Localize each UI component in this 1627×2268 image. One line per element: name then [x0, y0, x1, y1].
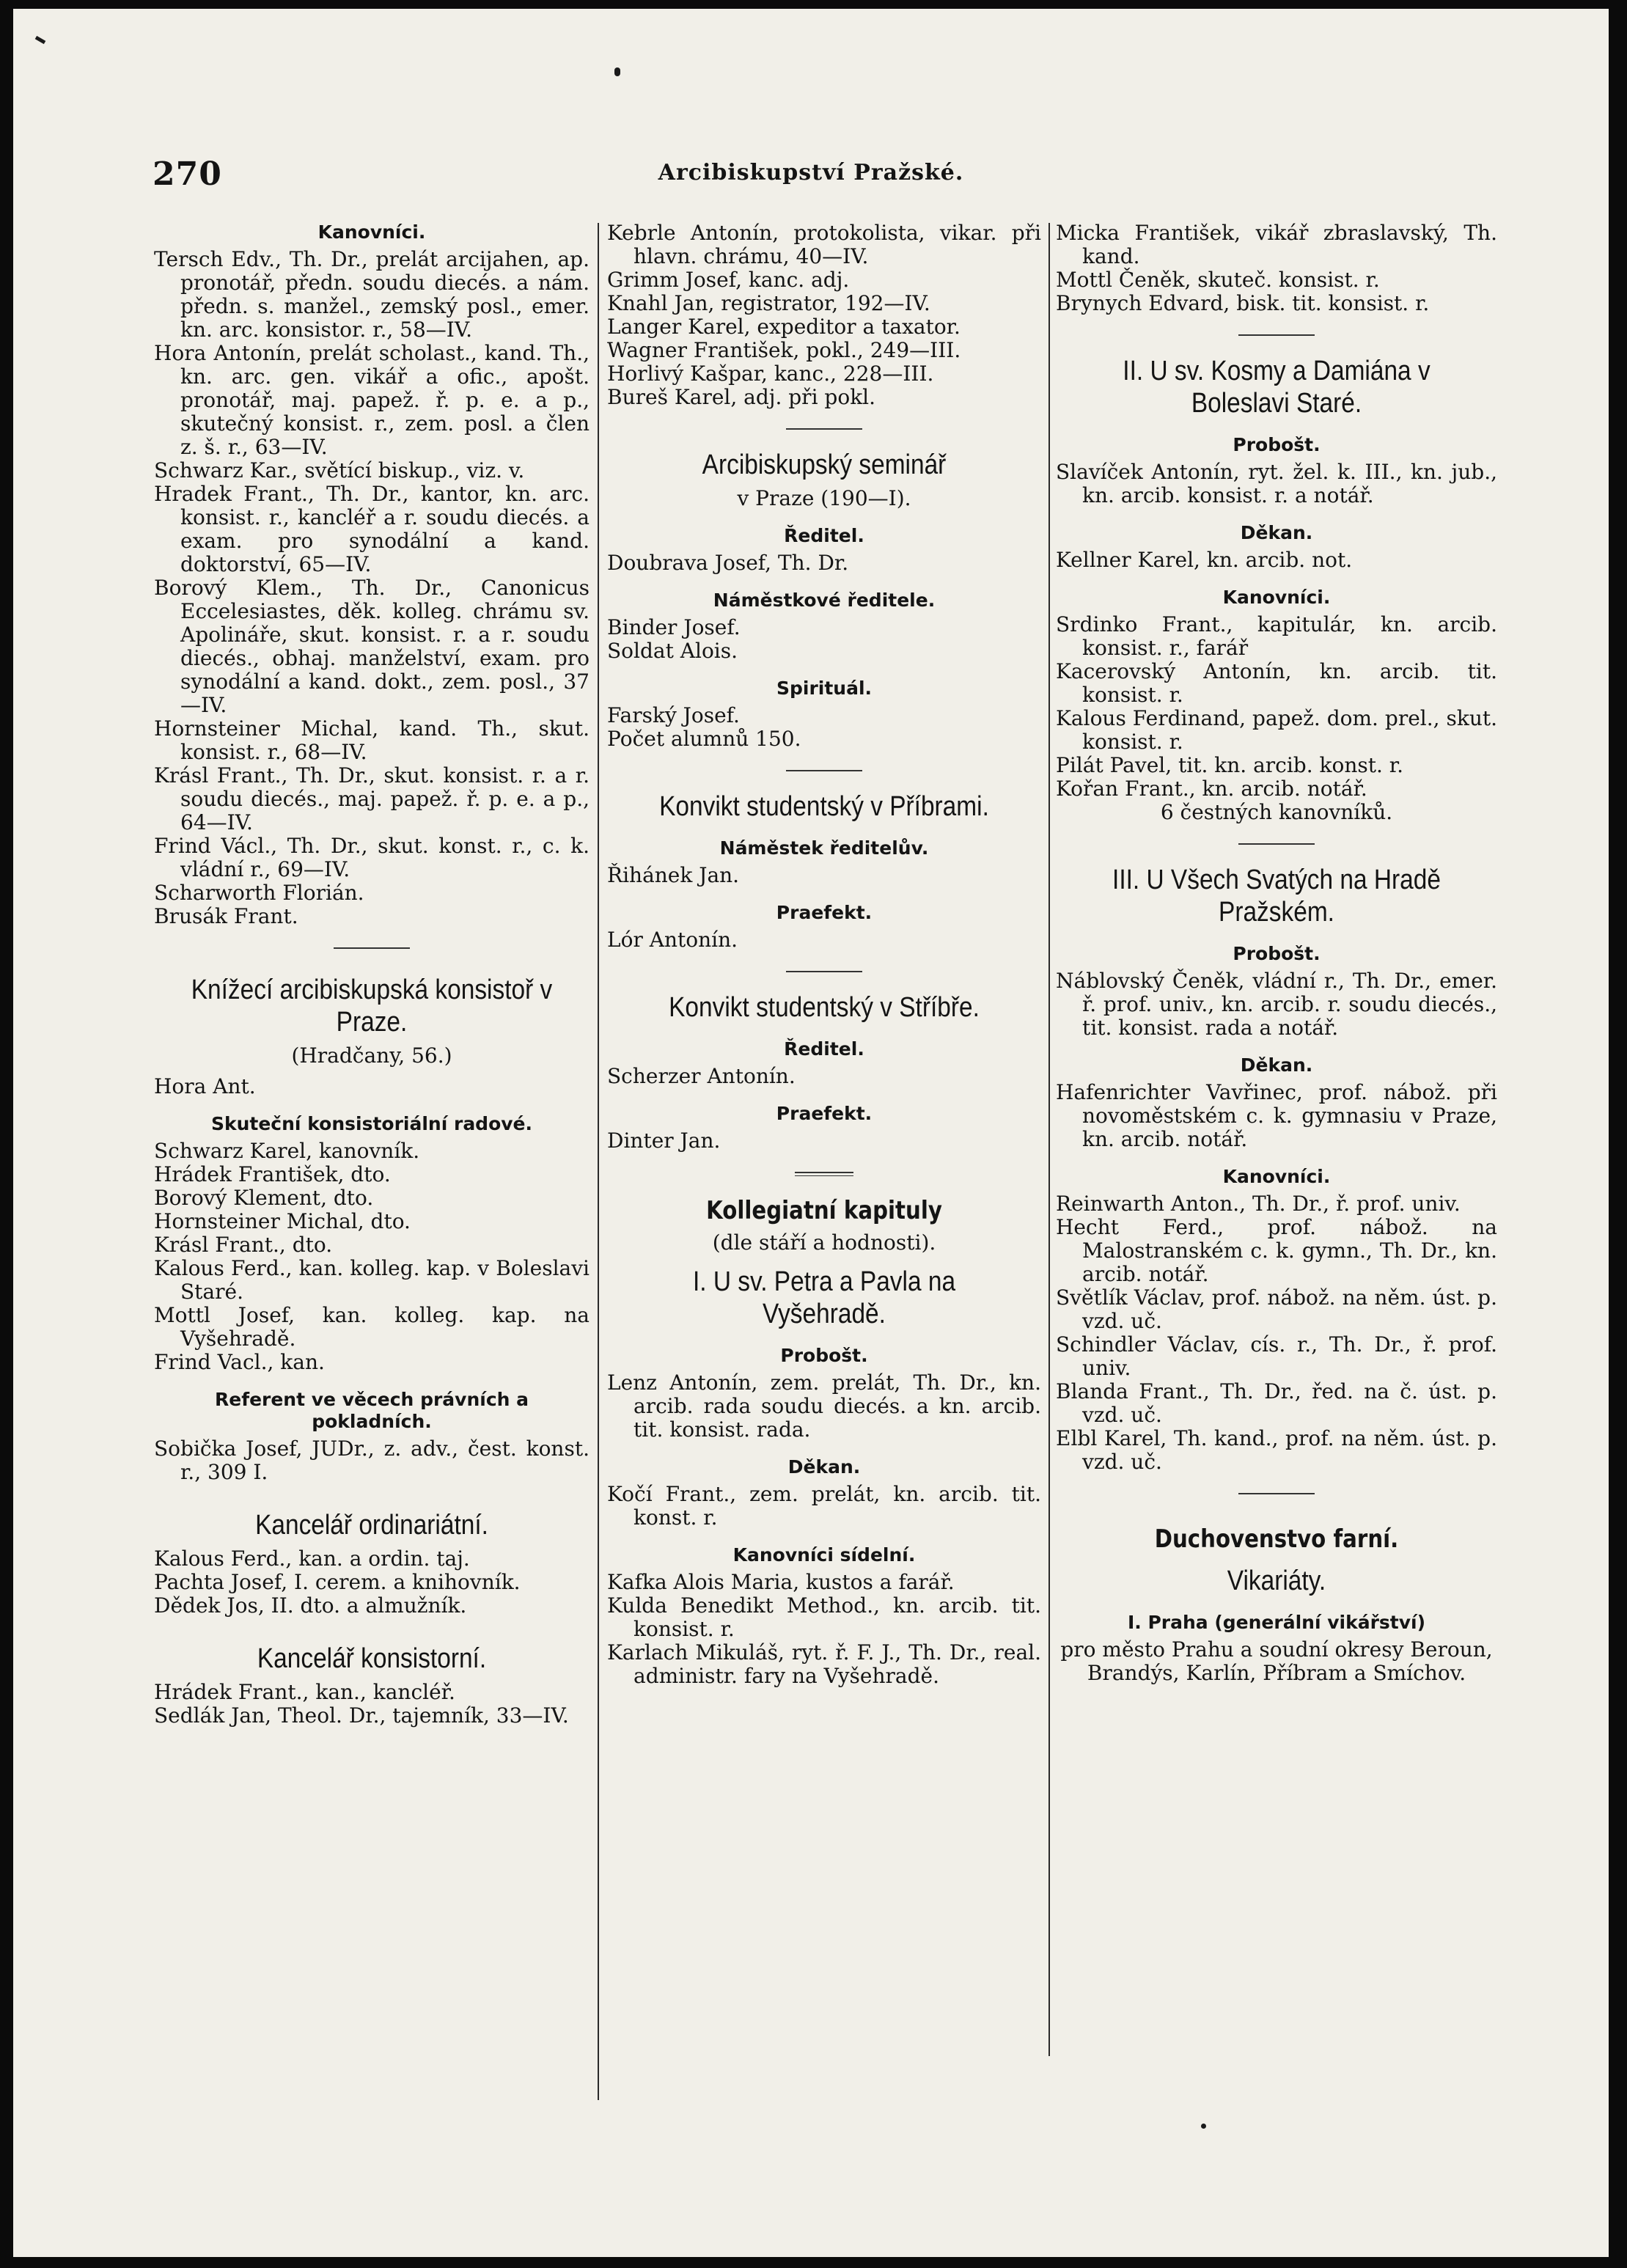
list-item: Scharworth Florián.	[154, 881, 364, 905]
chapter-title: II. U sv. Kosmy a Damiána v Boleslavi Staré.	[1123, 356, 1430, 419]
section-title: Arcibiskupský seminář	[702, 449, 947, 480]
note: 6 čestných kanovníků.	[1160, 800, 1393, 824]
list-item: Hora Ant.	[154, 1074, 256, 1098]
list-item: Elbl Karel, Th. kand., prof. na něm. úst. p. vzd. uč.	[1056, 1426, 1497, 1474]
separator-rule	[334, 947, 410, 949]
list-item: Lór Antonín.	[607, 928, 738, 952]
list-item: Krásl Frant., dto.	[154, 1233, 333, 1257]
canon-list	[1056, 1192, 1497, 1474]
list-item: Pachta Josef, I. cerem. a knihovník.	[154, 1570, 521, 1594]
section-heading: Náměstek ředitelův.	[719, 837, 929, 859]
section-heading: Probošt.	[1233, 943, 1321, 964]
list-item: Horlivý Kašpar, kanc., 228—III.	[607, 362, 934, 386]
list-item: Hora Antonín, prelát scholast., kand. Th., kn. arc. gen. vikář a ofic., apošt. pronotář, maj. papež. ř. p. e. a p., skutečný konsist. r., zem. posl. a člen z. š. r., 63—IV.	[154, 341, 590, 459]
list-item: Krásl Frant., Th. Dr., skut. konsist. r. a r. soudu diecés., maj. papež. ř. p. e. a p., 64—IV.	[154, 763, 590, 834]
prefect-list	[607, 928, 1041, 952]
separator-rule	[1238, 843, 1315, 845]
list-item: Hradek Frant., Th. Dr., kantor, kn. arc. konsist. r., kancléř a r. soudu diecés. a exam. pro synodální a kand. doktorství, 65—IV.	[154, 482, 590, 576]
list-item: Hecht Ferd., prof. nábož. na Malostranském c. k. gymn., Th. Dr., kn. arcib. notář.	[1056, 1215, 1497, 1286]
section-heading: Referent ve věcech právních a pokladních.	[214, 1389, 529, 1432]
list-item: Doubrava Josef, Th. Dr.	[607, 551, 849, 575]
canon-list	[154, 248, 590, 928]
list-item: Kalous Ferd., kan. kolleg. kap. v Boleslavi Staré.	[154, 1256, 590, 1304]
list-item: Pilát Pavel, tit. kn. arcib. konst. r.	[1056, 753, 1404, 777]
provost-list	[1056, 460, 1497, 507]
list-item: Karlach Mikuláš, ryt. ř. F. J., Th. Dr., real. administr. fary na Vyšehradě.	[607, 1640, 1041, 1688]
list-item: Tersch Edv., Th. Dr., prelát arcijahen, ap. pronotář, předn. soudu diecés. a nám. předn. s. manžel., zemský posl., emer. kn. arc. konsistor. r., 58—IV.	[154, 247, 590, 342]
section-title: Kollegiatní kapituly	[706, 1196, 942, 1225]
section-heading: Děkan.	[787, 1456, 861, 1478]
list-item: Kacerovský Antonín, kn. arcib. tit. konsist. r.	[1056, 659, 1497, 707]
list-item: Farský Josef.	[607, 703, 740, 727]
list-item: Srdinko Frant., kapitulár, kn. arcib. konsist. r., farář	[1056, 612, 1497, 660]
list-item: Řihánek Jan.	[607, 863, 740, 887]
list-item: Dinter Jan.	[607, 1129, 721, 1153]
separator-rule	[1238, 1493, 1315, 1494]
list-item: Binder Josef.	[607, 615, 741, 639]
section-heading: Praefekt.	[776, 902, 873, 923]
section-heading: Kanovníci.	[1222, 1166, 1331, 1187]
section-title: Konvikt studentský v Příbrami.	[659, 791, 989, 822]
section-title: Kancelář konsistorní.	[257, 1643, 487, 1674]
column-divider	[598, 223, 599, 2100]
document-page	[13, 9, 1609, 2257]
list-item: Soldat Alois.	[607, 639, 738, 663]
section-title: Konvikt studentský v Stříbře.	[669, 992, 980, 1023]
section-heading: Praefekt.	[776, 1103, 873, 1124]
provost-list	[607, 1371, 1041, 1442]
section-heading: Skuteční konsistoriální radové.	[210, 1113, 533, 1134]
list-item: Sobička Josef, JUDr., z. adv., čest. konst. r., 309 I.	[154, 1436, 590, 1484]
list-item: Kafka Alois Maria, kustos a farář.	[607, 1570, 955, 1594]
referent-list	[154, 1437, 590, 1484]
section-title: Vikariáty.	[1227, 1566, 1326, 1596]
staff-list	[607, 221, 1041, 409]
list-item: Kočí Frant., zem. prelát, kn. arcib. tit. konst. r.	[607, 1482, 1041, 1530]
list-item: Hornsteiner Michal, kand. Th., skut. konsist. r., 68—IV.	[154, 716, 590, 764]
running-title: Arcibiskupství Pražské.	[658, 160, 964, 186]
list-item: Borový Klem., Th. Dr., Canonicus Eccelesiastes, děk. kolleg. chrámu sv. Apolináře, skut. konsist. r. a r. soudu diecés., obhaj. manželství, exam. pro synodální a kand. dokt., zem. posl., 37—IV.	[154, 576, 590, 717]
list-item: Brusák Frant.	[154, 904, 298, 928]
scan-speck	[1201, 2124, 1206, 2129]
separator-rule	[786, 971, 862, 972]
list-item: Kalous Ferdinand, papež. dom. prel., skut. konsist. r.	[1056, 706, 1497, 754]
section-title: Kancelář ordinariátní.	[255, 1510, 488, 1541]
list-item: Mottl Josef, kan. kolleg. kap. na Vyšehradě.	[154, 1303, 590, 1351]
section-heading: Kanovníci.	[1222, 587, 1331, 608]
separator-rule	[786, 428, 862, 430]
separator-rule	[786, 770, 862, 771]
section-subtitle: (dle stáří a hodnosti).	[712, 1230, 936, 1255]
column-right	[1056, 221, 1497, 2242]
list-item: Náblovský Čeněk, vládní r., Th. Dr., emer. ř. prof. univ., kn. arcib. r. soudu diecés., tit. konsist. rada a notář.	[1056, 969, 1497, 1040]
list-item: Lenz Antonín, zem. prelát, Th. Dr., kn. arcib. rada soudu diecés. a kn. arcib. tit. konsist. rada.	[607, 1370, 1041, 1442]
list-item: Kořan Frant., kn. arcib. notář.	[1056, 777, 1367, 801]
section-heading: Děkan.	[1240, 522, 1313, 543]
column-middle	[607, 221, 1041, 2242]
section-title: Knížecí arcibiskupská konsistoř v Praze.	[191, 975, 553, 1038]
dean-list	[607, 1483, 1041, 1530]
dean-list	[1056, 548, 1497, 572]
list-item: Hrádek Frant., kan., kancléř.	[154, 1680, 455, 1704]
list-item: Světlík Václav, prof. nábož. na něm. úst. p. vzd. uč.	[1056, 1285, 1497, 1333]
list-item: Kellner Karel, kn. arcib. not.	[1056, 548, 1353, 572]
separator-rule	[795, 1172, 853, 1176]
dean-list	[1056, 1081, 1497, 1151]
staff-list	[1056, 221, 1497, 315]
councillor-list	[154, 1139, 590, 1374]
list-item: Brynych Edvard, bisk. tit. konsist. r.	[1056, 291, 1430, 315]
section-heading: Ředitel.	[784, 1038, 864, 1060]
list-item: Scherzer Antonín.	[607, 1064, 796, 1088]
list-item: Hrádek František, dto.	[154, 1162, 391, 1186]
list-item: Frind Václ., Th. Dr., skut. konst. r., c. k. vládní r., 69—IV.	[154, 834, 590, 881]
scan-speck	[614, 67, 620, 76]
list-item: Bureš Karel, adj. při pokl.	[607, 385, 876, 409]
office-list	[154, 1681, 590, 1728]
list-item: Borový Klement, dto.	[154, 1186, 374, 1210]
chapter-title: III. U Všech Svatých na Hradě Pražském.	[1112, 865, 1441, 928]
address: v Praze (190—I).	[737, 486, 911, 510]
section-heading: Kanovníci.	[317, 221, 426, 243]
chapter-title: I. U sv. Petra a Pavla na Vyšehradě.	[692, 1266, 956, 1329]
section-heading: Ředitel.	[784, 525, 864, 546]
list-item: Kalous Ferd., kan. a ordin. taj.	[154, 1546, 470, 1571]
list-item: Hafenrichter Vavřinec, prof. nábož. při novoměstském c. k. gymnasiu v Praze, kn. arcib. notář.	[1056, 1080, 1497, 1151]
list-item: Sedlák Jan, Theol. Dr., tajemník, 33—IV.	[154, 1703, 569, 1728]
list-item: Počet alumnů 150.	[607, 727, 801, 751]
list-item: Langer Karel, expeditor a taxator.	[607, 315, 961, 339]
column-divider	[1048, 223, 1050, 2056]
list-item: Kebrle Antonín, protokolista, vikar. při hlavn. chrámu, 40—IV.	[607, 221, 1041, 268]
list-item: Mottl Čeněk, skuteč. konsist. r.	[1056, 268, 1380, 292]
address: (Hradčany, 56.)	[291, 1043, 452, 1068]
list-item: Micka František, vikář zbraslavský, Th. kand.	[1056, 221, 1497, 268]
deputy-list	[607, 864, 1041, 887]
section-heading: I. Praha (generální vikářství)	[1127, 1612, 1426, 1633]
list-item: Frind Vacl., kan.	[154, 1350, 325, 1374]
page-number: 270	[153, 155, 222, 193]
separator-rule	[1238, 334, 1315, 336]
list-item: Schwarz Kar., světící biskup., viz. v.	[154, 458, 525, 482]
list-item: Kulda Benedikt Method., kn. arcib. tit. konsist. r.	[607, 1593, 1041, 1641]
section-heading: Probošt.	[780, 1345, 868, 1366]
list-item: Schindler Václav, cís. r., Th. Dr., ř. prof. univ.	[1056, 1332, 1497, 1380]
section-heading: Probošt.	[1233, 434, 1321, 455]
list-item: Wagner František, pokl., 249—III.	[607, 338, 961, 362]
canon-list	[607, 1571, 1041, 1688]
column-left	[154, 221, 590, 2242]
list-item: Dědek Jos, II. dto. a almužník.	[154, 1593, 467, 1618]
scan-speck	[35, 36, 46, 44]
list-item: Hornsteiner Michal, dto.	[154, 1209, 411, 1233]
list-item: Knahl Jan, registrator, 192—IV.	[607, 291, 930, 315]
list-item: Blanda Frant., Th. Dr., řed. na č. úst. p. vzd. uč.	[1056, 1379, 1497, 1427]
ordinariat-list	[154, 1547, 590, 1618]
section-heading: Spirituál.	[776, 678, 873, 699]
section-heading: Náměstkové ředitele.	[713, 590, 936, 611]
list-item: Grimm Josef, kanc. adj.	[607, 268, 850, 292]
prefect-list	[607, 1129, 1041, 1153]
spiritual-list	[607, 704, 1041, 751]
list-item: Schwarz Karel, kanovník.	[154, 1139, 420, 1163]
provost-list	[1056, 969, 1497, 1040]
section-title: Duchovenstvo farní.	[1154, 1524, 1399, 1554]
canon-list	[1056, 613, 1497, 801]
page-header	[13, 155, 1609, 199]
section-heading: Kanovníci sídelní.	[732, 1544, 916, 1566]
list-item: Slavíček Antonín, ryt. žel. k. III., kn. jub., kn. arcib. konsist. r. a notář.	[1056, 460, 1497, 507]
deputy-list	[607, 616, 1041, 663]
paragraph: pro město Prahu a soudní okresy Beroun, Brandýs, Karlín, Příbram a Smíchov.	[1060, 1637, 1493, 1685]
director-list	[607, 1065, 1041, 1088]
director-list	[607, 551, 1041, 575]
list-item: Reinwarth Anton., Th. Dr., ř. prof. univ.	[1056, 1192, 1461, 1216]
section-heading: Děkan.	[1240, 1054, 1313, 1076]
